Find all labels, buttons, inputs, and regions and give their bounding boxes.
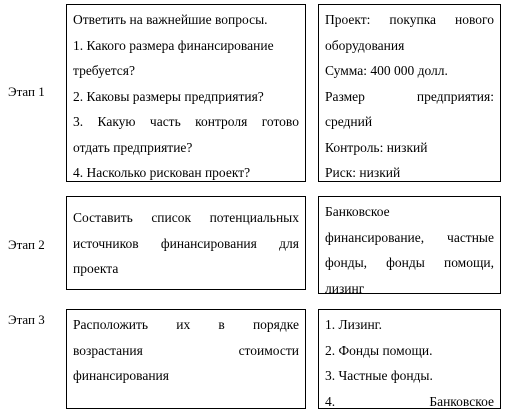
stage-2-sources-line: [325, 250, 494, 276]
word: Банковское: [429, 393, 494, 409]
stage-1-answers-line: Риск: низкий: [325, 165, 401, 180]
stage-3-task-line: финансирования: [73, 368, 169, 383]
stage-3-task-line: [73, 312, 299, 338]
word: финансирования: [160, 235, 257, 251]
word: частные: [447, 229, 494, 245]
word: для: [279, 235, 299, 251]
stage-3-task-line: [73, 338, 299, 364]
word: готово: [261, 114, 299, 129]
stage-2-task-line: проекта: [73, 261, 119, 276]
stage-2-sources-line: лизинг: [325, 280, 365, 294]
word: покупка: [389, 12, 437, 27]
stage-1-answers-line: Контроль: низкий: [325, 139, 428, 155]
word: список: [151, 210, 192, 225]
word: их: [176, 317, 191, 332]
stage-3-ranking-line: 3. Частные фонды.: [325, 368, 433, 383]
word: Расположить: [73, 317, 149, 332]
stage-2-task-box: [66, 196, 306, 290]
word: в: [218, 317, 225, 332]
stage-1-answers-line: оборудования: [325, 37, 405, 53]
stage-1-questions-box: [66, 4, 306, 182]
word: фонды: [386, 255, 425, 270]
word: финансирование,: [325, 229, 425, 245]
stage-3-ranking-box: [318, 309, 501, 409]
stage-3-label: Этап 3: [8, 312, 45, 327]
word: порядке: [252, 317, 299, 332]
word: возрастания: [73, 342, 143, 358]
word: часть: [149, 114, 181, 129]
word: Какую: [97, 114, 136, 129]
stage-1-questions-line: требуется?: [73, 63, 135, 78]
stage-2-label: Этап 2: [8, 237, 45, 252]
word: Составить: [73, 210, 133, 225]
stage-3-ranking-line: 2. Фонды помощи.: [325, 342, 433, 358]
stage-2-sources-box: [318, 196, 501, 294]
stage-1-answers-line: средний: [325, 114, 373, 129]
word: потенциальных: [209, 210, 299, 225]
stage-1-answers-line: [325, 7, 494, 33]
word: контроля: [195, 114, 248, 129]
word: стоимости: [238, 342, 299, 358]
stage-2-task-line: [73, 231, 299, 257]
word: Размер: [325, 88, 365, 104]
stage-2-sources-line: Банковское: [325, 204, 390, 219]
word: 3.: [73, 114, 84, 129]
stage-1-label: Этап 1: [8, 84, 45, 99]
word: источников: [73, 235, 139, 251]
stage-1-questions-line: 4. Насколько рискован проект?: [73, 165, 251, 180]
stage-2-sources-line: [325, 225, 494, 251]
word: помощи,: [443, 255, 494, 270]
word: фонды,: [325, 255, 368, 270]
word: нового: [455, 12, 494, 27]
stage-3-ranking-line: [325, 389, 494, 410]
stage-3-ranking-line: 1. Лизинг.: [325, 317, 383, 332]
stage-1-questions-line: Ответить на важнейшие вопросы.: [73, 12, 268, 27]
stage-2-task-line: [73, 205, 299, 231]
word: предприятия:: [416, 88, 494, 104]
stage-1-questions-line: [73, 109, 299, 135]
stage-1-answers-line: [325, 84, 494, 110]
word: Проект:: [325, 12, 371, 27]
word: 4.: [325, 393, 336, 409]
stage-3-task-box: [66, 309, 306, 409]
stage-1-answers-line: Сумма: 400 000 долл.: [325, 63, 448, 78]
stage-1-questions-line: отдать предприятие?: [73, 139, 193, 155]
stage-1-questions-line: 2. Каковы размеры предприятия?: [73, 88, 264, 104]
stage-1-answers-box: [318, 4, 501, 182]
stage-1-questions-line: 1. Какого размера финансирование: [73, 37, 274, 53]
